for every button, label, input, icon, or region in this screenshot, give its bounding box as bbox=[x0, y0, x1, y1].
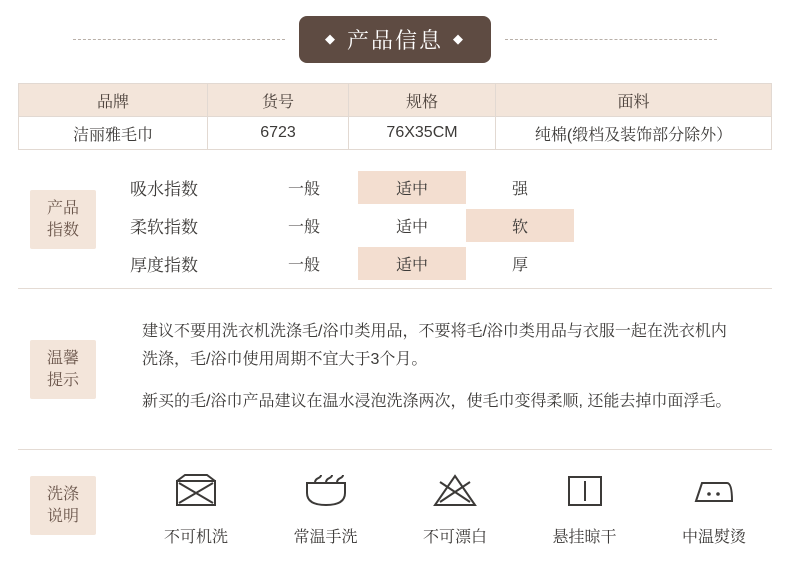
tag-line-2: 提示 bbox=[46, 371, 79, 389]
tag-line-2: 说明 bbox=[46, 507, 79, 525]
cell-item-no: 6723 bbox=[208, 117, 349, 150]
wash-item-label: 悬挂晾干 bbox=[552, 529, 617, 546]
page-title bbox=[299, 16, 491, 63]
column-header-size: 规格 bbox=[349, 84, 496, 117]
index-option-selected: 适中 bbox=[358, 247, 466, 280]
column-header-brand: 品牌 bbox=[19, 84, 208, 117]
index-row-absorbency bbox=[130, 168, 730, 206]
tag-line-1: 温馨 bbox=[46, 350, 79, 367]
section-tag-product-index bbox=[30, 190, 96, 249]
column-header-fabric: 面料 bbox=[496, 84, 772, 117]
index-option: 厚 bbox=[511, 256, 528, 274]
index-row-softness bbox=[130, 206, 730, 244]
wash-item-label: 常温手洗 bbox=[293, 529, 358, 546]
page-title-text: 产品信息 bbox=[346, 27, 443, 53]
tips-text-block bbox=[142, 318, 742, 416]
cell-size: 76X35CM bbox=[349, 117, 496, 150]
header-left-dashed-rule bbox=[73, 39, 285, 40]
cell-fabric: 纯棉(缎档及装饰部分除外） bbox=[496, 117, 772, 150]
spec-table bbox=[18, 83, 772, 150]
cell-brand: 洁丽雅毛巾 bbox=[19, 117, 208, 150]
tag-line-1: 洗涤 bbox=[46, 486, 79, 503]
index-label: 柔软指数 bbox=[130, 217, 198, 237]
index-option-selected: 适中 bbox=[358, 171, 466, 204]
index-option: 一般 bbox=[287, 218, 320, 236]
wash-item-no-machine-wash bbox=[140, 466, 252, 547]
wash-item-label: 中温熨烫 bbox=[681, 529, 746, 546]
page-header bbox=[0, 18, 790, 60]
divider-above-tips bbox=[18, 288, 772, 289]
product-index-rows bbox=[130, 168, 730, 282]
section-tag-tips bbox=[30, 340, 96, 399]
index-option-selected: 软 bbox=[466, 209, 574, 242]
diamond-right-icon: ◆ bbox=[453, 30, 465, 46]
index-label: 吸水指数 bbox=[130, 179, 198, 199]
tips-paragraph-1: 建议不要用洗衣机洗涤毛/浴巾类用品，不要将毛/浴巾类用品与衣服一起在洗衣机内洗涤，毛/浴巾使用周期不宜大于3个月。 bbox=[142, 323, 727, 368]
no-machine-wash-icon bbox=[140, 466, 252, 516]
wash-item-medium-iron bbox=[658, 466, 770, 547]
medium-iron-icon bbox=[658, 466, 770, 516]
tag-line-1: 产品 bbox=[46, 200, 79, 217]
section-tag-wash bbox=[30, 476, 96, 535]
divider-above-wash bbox=[18, 449, 772, 450]
index-option: 一般 bbox=[287, 256, 320, 274]
wash-item-line-dry bbox=[529, 466, 641, 547]
wash-item-hand-wash bbox=[270, 466, 382, 547]
wash-item-label: 不可机洗 bbox=[163, 529, 228, 546]
diamond-left-icon: ◆ bbox=[324, 30, 337, 46]
column-header-item-no: 货号 bbox=[208, 84, 349, 117]
no-bleach-icon bbox=[399, 466, 511, 516]
tag-line-2: 指数 bbox=[46, 221, 79, 239]
wash-instruction-list bbox=[140, 466, 770, 547]
wash-item-label: 不可漂白 bbox=[422, 529, 487, 546]
index-option: 一般 bbox=[287, 180, 320, 198]
index-option: 强 bbox=[511, 180, 528, 198]
table-header-row bbox=[19, 84, 772, 117]
line-dry-icon bbox=[529, 466, 641, 516]
wash-item-no-bleach bbox=[399, 466, 511, 547]
header-right-dashed-rule bbox=[505, 39, 717, 40]
hand-wash-icon bbox=[270, 466, 382, 516]
tips-paragraph-2: 新买的毛/浴巾产品建议在温水浸泡洗涤两次，使毛巾变得柔顺, 还能去掉巾面浮毛。 bbox=[142, 393, 732, 410]
index-row-thickness bbox=[130, 244, 730, 282]
table-row bbox=[19, 117, 772, 150]
index-option: 适中 bbox=[395, 218, 428, 236]
index-label: 厚度指数 bbox=[130, 255, 198, 275]
